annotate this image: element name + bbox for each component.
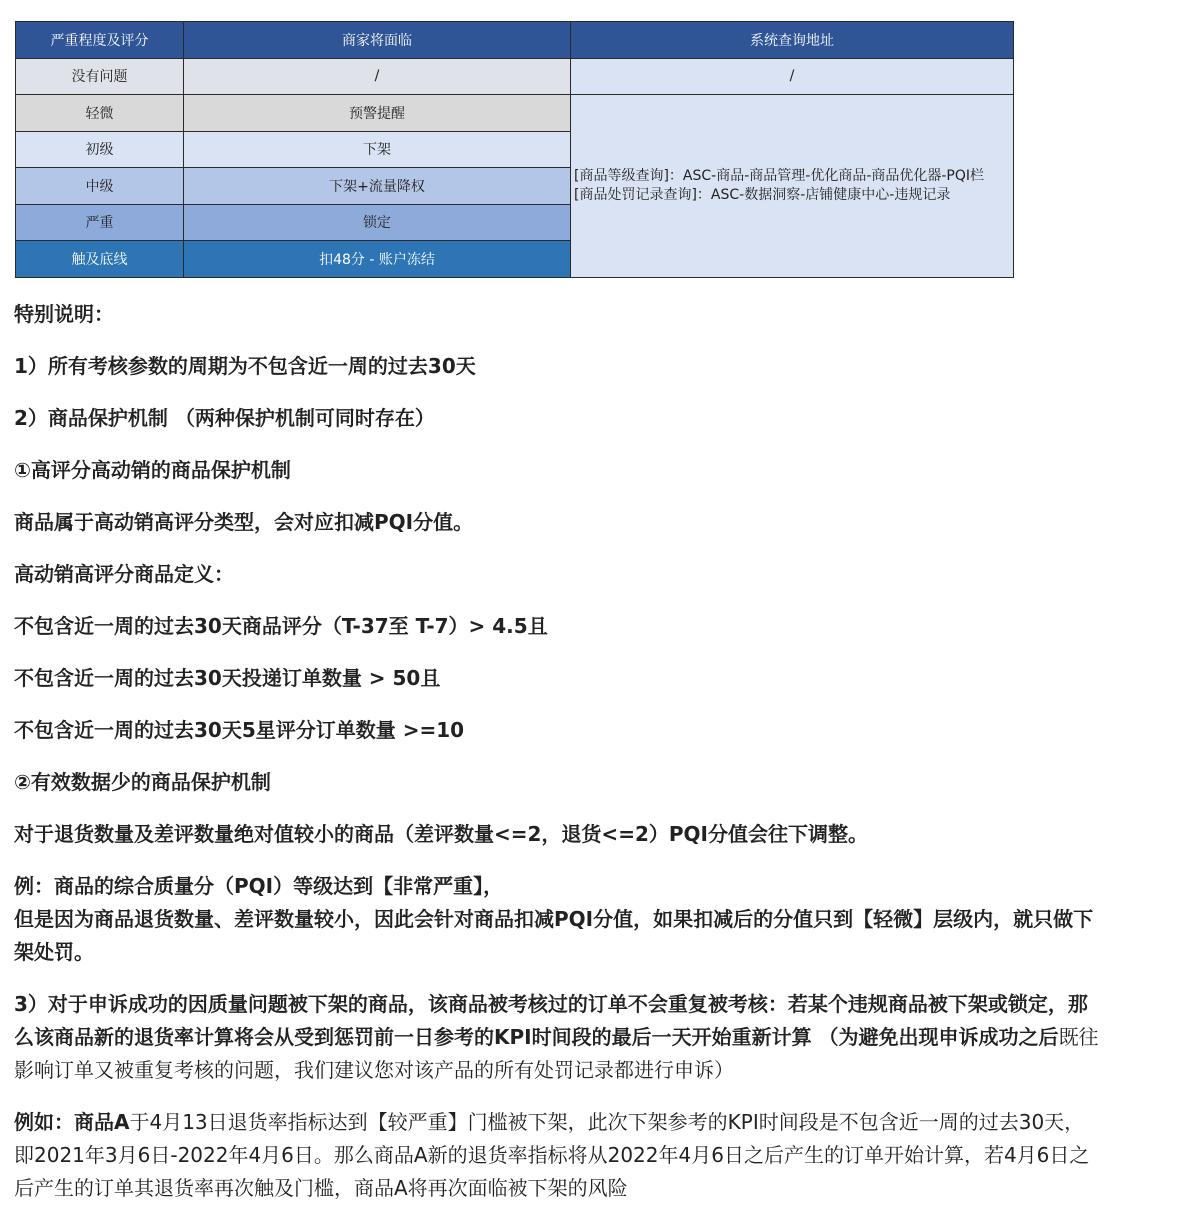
severity-cell: 轻微 (16, 95, 184, 132)
severity-cell: 触及底线 (16, 241, 184, 278)
example-line2: 但是因为商品退货数量、差评数量较小，因此会针对商品扣减PQI分值，如果扣减后的分值只到【轻微】层级内，就只做下架处罚。 (14, 907, 1094, 964)
note-paragraph: 不包含近一周的过去30天商品评分（T-37至 T-7）> 4.5且 (14, 614, 548, 638)
note-example (14, 870, 1104, 969)
note-paragraph: ②有效数据少的商品保护机制 (14, 770, 271, 794)
note-paragraph: ①高评分高动销的商品保护机制 (14, 458, 291, 482)
action-cell: 扣48分 - 账户冻结 (184, 241, 571, 278)
note-paragraph: 不包含近一周的过去30天投递订单数量 > 50且 (14, 666, 441, 690)
table-row (16, 95, 1014, 132)
normal-text: 于4月13日退货率指标达到【较严重】门槛被下架，此次下架参考的KPI时间段是不包含近一周的过去30天，即2021年3月6日-2022年4月6日。那么商品A新的退货率指标将从2022年4月6日之后产生的订单开始计算，若4月6日之后产生的订单其退货率再次触及门槛，商品A将再次面临被下架的风险 (14, 1110, 1090, 1200)
note-paragraph: 对于退货数量及差评数量绝对值较小的商品（差评数量<=2，退货<=2）PQI分值会往下调整。 (14, 822, 868, 846)
action-cell: 锁定 (184, 204, 571, 241)
action-cell: / (184, 58, 571, 95)
address-line-penalty: [商品处罚记录查询]：ASC-数据洞察-店铺健康中心-违规记录 (574, 186, 951, 203)
severity-cell: 初级 (16, 131, 184, 168)
action-cell: 下架 (184, 131, 571, 168)
normal-text: 既往影响订单又被重复考核的问题，我们建议您对该产品的所有处罚记录都进行申诉） (14, 1025, 1099, 1082)
table-header-row (16, 22, 1014, 59)
bold-text: 3）对于申诉成功的因质量问题被下架的商品，该商品被考核过的订单不会重复被考核：若某个违规商品被下架或锁定，那么该商品新的退货率计算将会从受到惩罚前一日参考的KPI时间段的最后一天开始重新计算 （为避免出现申诉成功之后 (14, 992, 1088, 1049)
notes-section (14, 298, 1104, 1224)
severity-table (15, 21, 1014, 278)
header-address: 系统查询地址 (571, 22, 1014, 59)
note-paragraph: 2）商品保护机制 （两种保护机制可同时存在） (14, 406, 435, 430)
note-paragraph: 1）所有考核参数的周期为不包含近一周的过去30天 (14, 354, 476, 378)
notes-title: 特别说明： (14, 302, 114, 326)
header-action: 商家将面临 (184, 22, 571, 59)
table-row (16, 58, 1014, 95)
header-severity: 严重程度及评分 (16, 22, 184, 59)
action-cell: 下架+流量降权 (184, 168, 571, 205)
address-line-grade: [商品等级查询]：ASC-商品-商品管理-优化商品-商品优化器-PQI栏 (574, 167, 985, 184)
severity-cell: 没有问题 (16, 58, 184, 95)
note-paragraph: 商品属于高动销高评分类型，会对应扣减PQI分值。 (14, 510, 474, 534)
note-paragraph: 不包含近一周的过去30天5星评分订单数量 >=10 (14, 718, 465, 742)
note-paragraph (14, 1106, 1104, 1205)
address-merged-cell (571, 95, 1014, 278)
note-paragraph (14, 988, 1104, 1087)
example-line1: 例：商品的综合质量分（PQI）等级达到【非常严重】， (14, 874, 504, 898)
address-cell: / (571, 58, 1014, 95)
note-paragraph: 高动销高评分商品定义： (14, 562, 234, 586)
severity-cell: 中级 (16, 168, 184, 205)
bold-text: 例如：商品A (14, 1110, 130, 1134)
action-cell: 预警提醒 (184, 95, 571, 132)
severity-cell: 严重 (16, 204, 184, 241)
